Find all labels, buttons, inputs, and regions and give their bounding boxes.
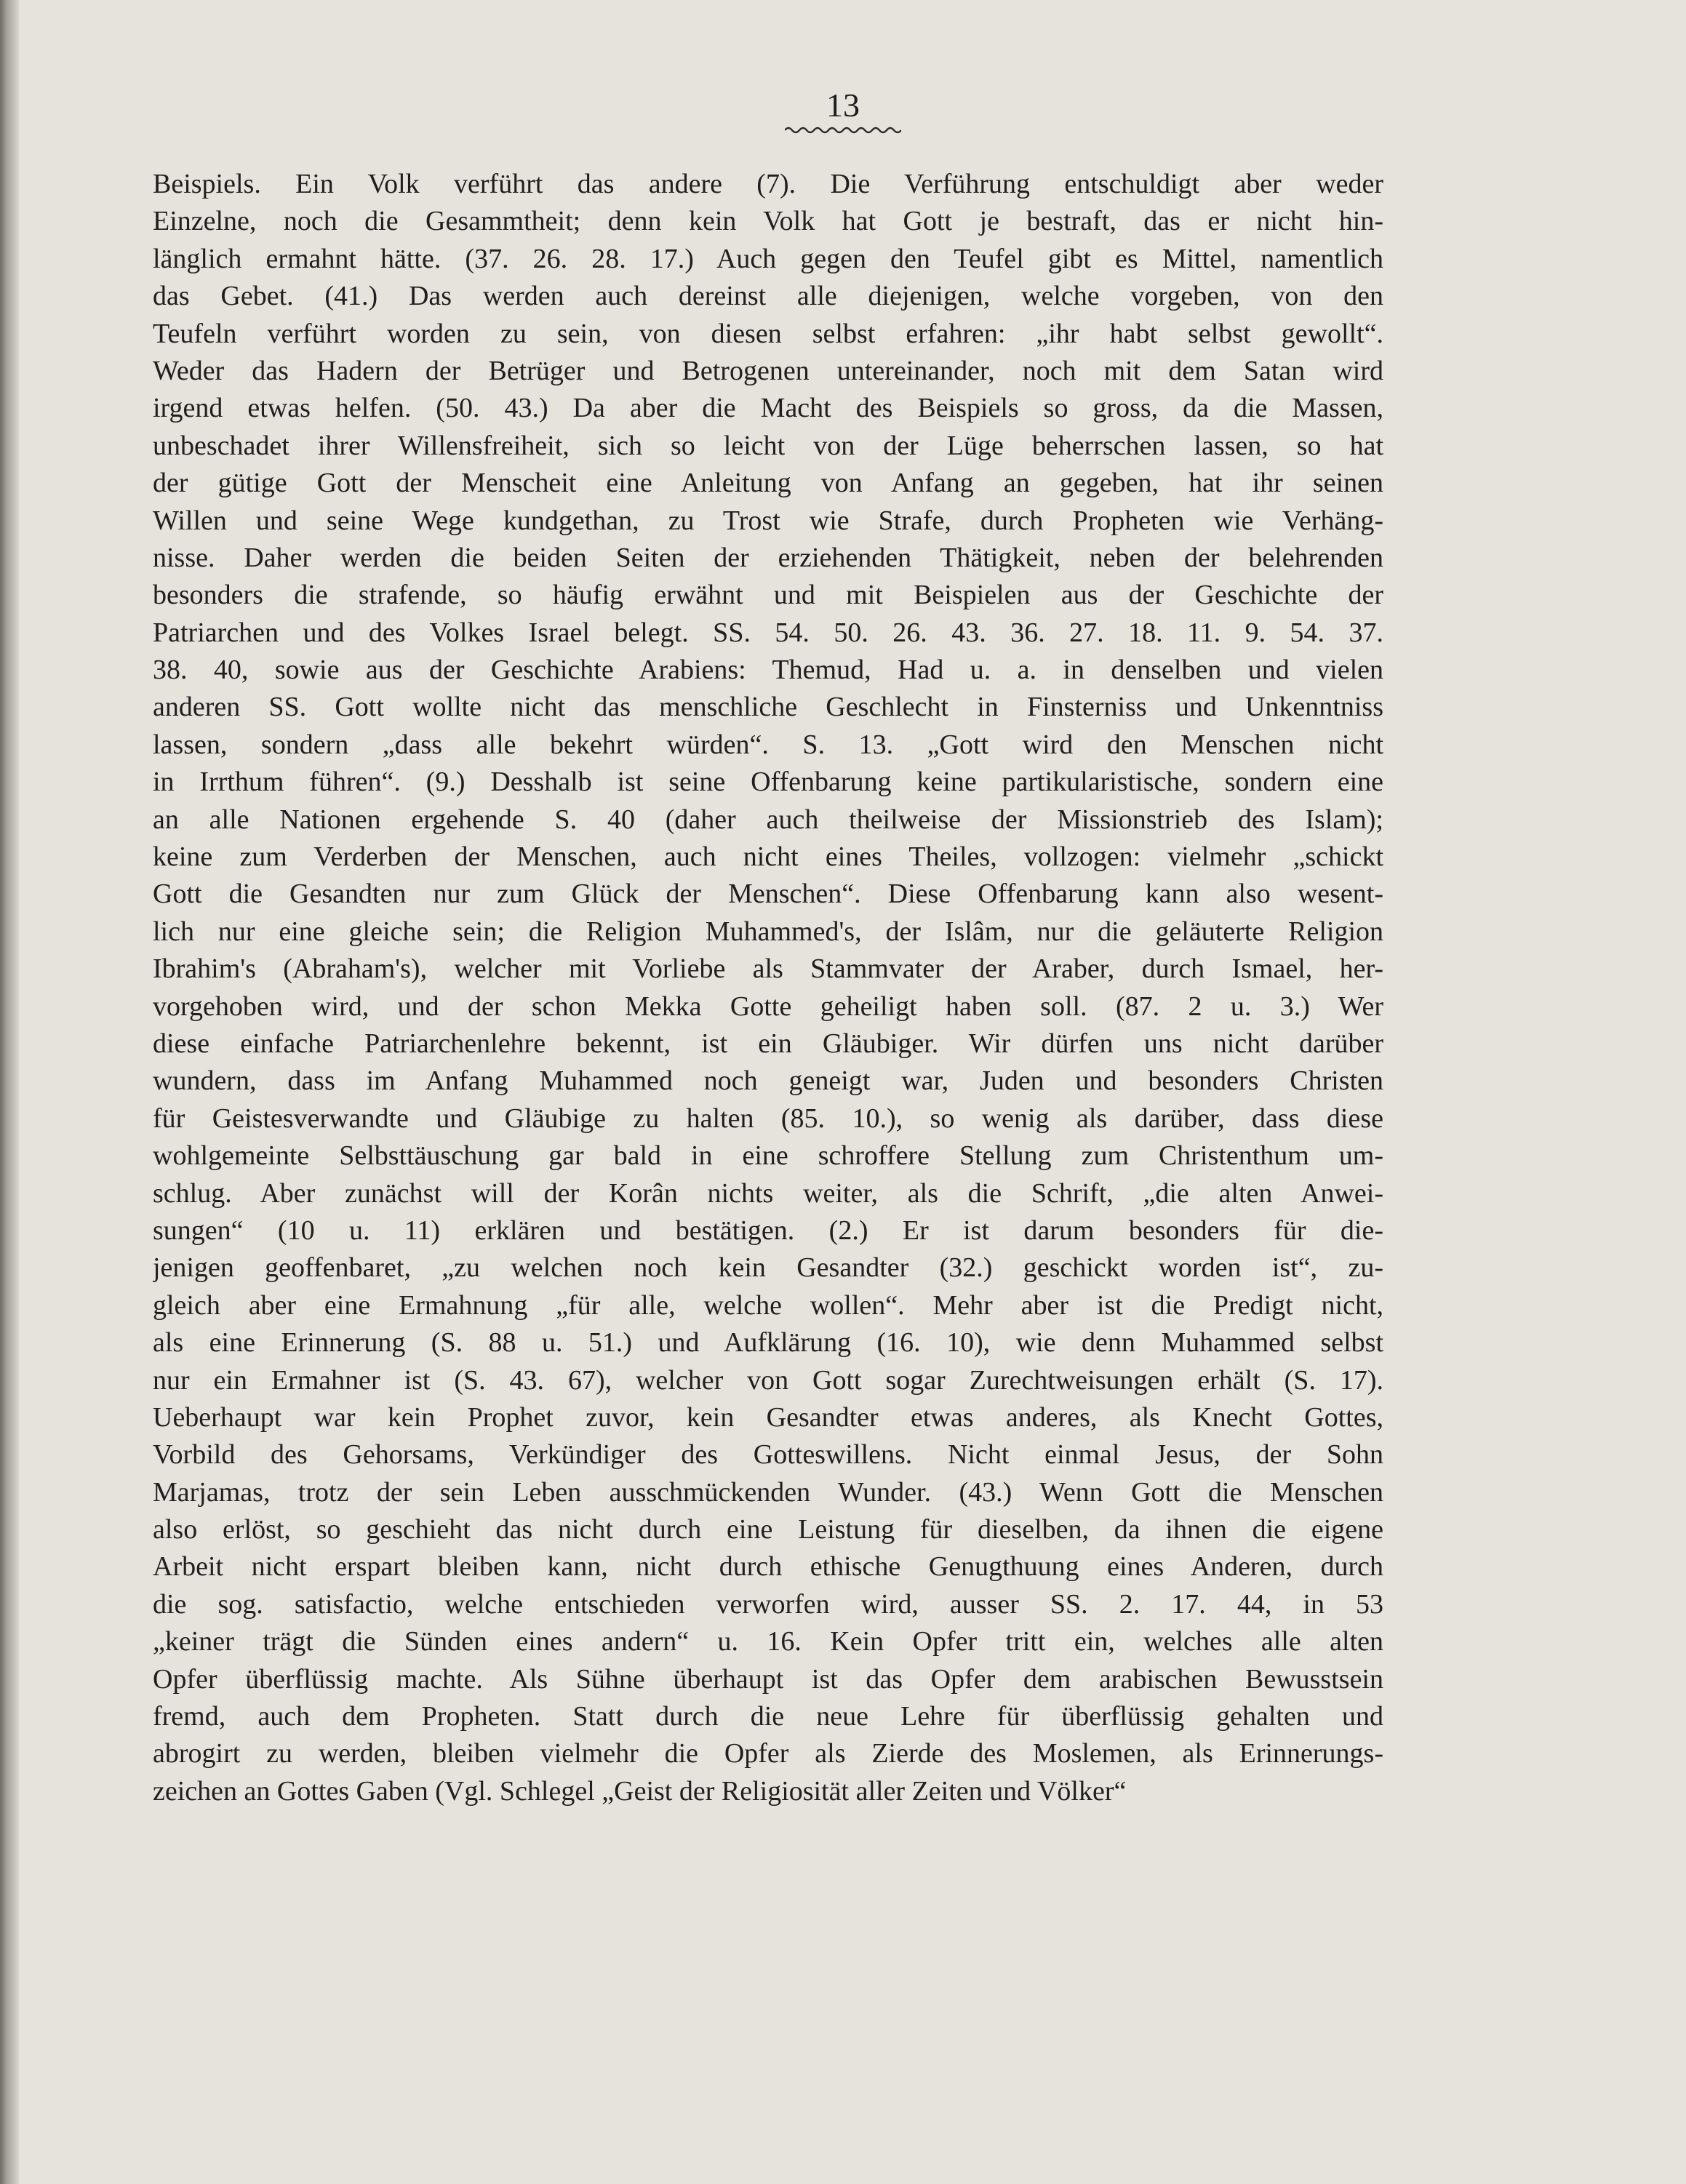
text-line: unbeschadet ihrer Willensfreiheit, sich so leicht von der Lüge beherrschen lassen, so hat bbox=[153, 430, 1383, 461]
text-line: in Irrthum führen“. (9.) Desshalb ist seine Offenbarung keine partikularistische, sondern eine bbox=[153, 767, 1383, 798]
page-number: 13 bbox=[826, 87, 860, 124]
text-line: jenigen geoffenbaret, „zu welchen noch kein Gesandter (32.) geschickt worden ist“, zu- bbox=[153, 1252, 1383, 1284]
text-line: anderen SS. Gott wollte nicht das menschliche Geschlecht in Finsterniss und Unkenntniss bbox=[153, 692, 1383, 723]
text-line: Willen und seine Wege kundgethan, zu Trost wie Strafe, durch Propheten wie Verhäng- bbox=[153, 505, 1383, 536]
text-line: schlug. Aber zunächst will der Korân nichts weiter, als die Schrift, „die alten Anwei- bbox=[153, 1177, 1383, 1209]
text-line: besonders die strafende, so häufig erwähnt und mit Beispielen aus der Geschichte der bbox=[153, 580, 1383, 611]
text-line: „keiner trägt die Sünden eines andern“ u. 16. Kein Opfer tritt ein, welches alle alten bbox=[153, 1626, 1383, 1657]
text-line: der gütige Gott der Menscheit eine Anleitung von Anfang an gegeben, hat ihr seinen bbox=[153, 468, 1383, 499]
text-line: Patriarchen und des Volkes Israel belegt. SS. 54. 50. 26. 43. 36. 27. 18. 11. 9. 54. 37. bbox=[153, 617, 1383, 648]
text-line: vorgehoben wird, und der schon Mekka Gotte geheiligt haben soll. (87. 2 u. 3.) Wer bbox=[153, 991, 1383, 1022]
text-line: Gott die Gesandten nur zum Glück der Menschen“. Diese Offenbarung kann also wesent- bbox=[153, 879, 1383, 910]
text-line: länglich ermahnt hätte. (37. 26. 28. 17.) Auch gegen den Teufel gibt es Mittel, namentlich bbox=[153, 243, 1383, 274]
text-line: 38. 40, sowie aus der Geschichte Arabiens: Themud, Had u. a. in denselben und vielen bbox=[153, 655, 1383, 686]
text-line: keine zum Verderben der Menschen, auch nicht eines Theiles, vollzogen: vielmehr „schickt bbox=[153, 841, 1383, 873]
text-line: fremd, auch dem Propheten. Statt durch die neue Lehre für überflüssig gehalten und bbox=[153, 1701, 1383, 1732]
text-line: gleich aber eine Ermahnung „für alle, welche wollen“. Mehr aber ist die Predigt nicht, bbox=[153, 1289, 1383, 1321]
text-line: Marjamas, trotz der sein Leben ausschmückenden Wunder. (43.) Wenn Gott die Menschen bbox=[153, 1476, 1383, 1508]
text-line: lich nur eine gleiche sein; die Religion Muhammed's, der Islâm, nur die geläuterte Religion bbox=[153, 916, 1383, 947]
text-line: an alle Nationen ergehende S. 40 (daher auch theilweise der Missionstrieb des Islam); bbox=[153, 804, 1383, 835]
text-line: nisse. Daher werden die beiden Seiten der erziehenden Thätigkeit, neben der belehrenden bbox=[153, 542, 1383, 573]
text-line: die sog. satisfactio, welche entschieden verworfen wird, ausser SS. 2. 17. 44, in 53 bbox=[153, 1588, 1383, 1620]
body-text bbox=[153, 166, 1383, 1810]
text-line: Vorbild des Gehorsams, Verkündiger des Gotteswillens. Nicht einmal Jesus, der Sohn bbox=[153, 1439, 1383, 1471]
text-line: als eine Erinnerung (S. 88 u. 51.) und Aufklärung (16. 10), wie denn Muhammed selbst bbox=[153, 1327, 1383, 1359]
text-line: Einzelne, noch die Gesammtheit; denn kein Volk hat Gott je bestraft, das er nicht hin- bbox=[153, 206, 1383, 237]
text-line: diese einfache Patriarchenlehre bekennt, ist ein Gläubiger. Wir dürfen uns nicht darüber bbox=[153, 1028, 1383, 1059]
text-line: lassen, sondern „dass alle bekehrt würden“. S. 13. „Gott wird den Menschen nicht bbox=[153, 729, 1383, 760]
page-binding-edge bbox=[0, 0, 19, 2184]
text-line: Arbeit nicht erspart bleiben kann, nicht durch ethische Genugthuung eines Anderen, durch bbox=[153, 1551, 1383, 1583]
text-line: nur ein Ermahner ist (S. 43. 67), welcher von Gott sogar Zurechtweisungen erhält (S. 17). bbox=[153, 1364, 1383, 1396]
text-line: sungen“ (10 u. 11) erklären und bestätigen. (2.) Er ist darum besonders für die- bbox=[153, 1215, 1383, 1246]
text-line: Teufeln verführt worden zu sein, von diesen selbst erfahren: „ihr habt selbst gewollt“. bbox=[153, 318, 1383, 349]
text-line: Ueberhaupt war kein Prophet zuvor, kein Gesandter etwas anderes, als Knecht Gottes, bbox=[153, 1401, 1383, 1433]
wavy-rule-ornament bbox=[785, 125, 901, 135]
text-line: wundern, dass im Anfang Muhammed noch geneigt war, Juden und besonders Christen bbox=[153, 1065, 1383, 1097]
text-line: zeichen an Gottes Gaben (Vgl. Schlegel „Geist der Religiosität aller Zeiten und Völker“ bbox=[153, 1775, 1127, 1807]
text-line: Beispiels. Ein Volk verführt das andere (7). Die Verführung entschuldigt aber weder bbox=[153, 169, 1383, 199]
text-line: das Gebet. (41.) Das werden auch dereinst alle diejenigen, welche vorgeben, von den bbox=[153, 281, 1383, 312]
text-line: Ibrahim's (Abraham's), welcher mit Vorliebe als Stammvater der Araber, durch Ismael, her- bbox=[153, 953, 1383, 985]
text-line: also erlöst, so geschieht das nicht durch eine Leistung für dieselben, da ihnen die eigene bbox=[153, 1514, 1383, 1545]
text-line: abrogirt zu werden, bleiben vielmehr die Opfer als Zierde des Moslemen, als Erinnerungs- bbox=[153, 1738, 1383, 1769]
text-line: wohlgemeinte Selbsttäuschung gar bald in eine schroffere Stellung zum Christenthum um- bbox=[153, 1140, 1383, 1172]
text-line: Opfer überflüssig machte. Als Sühne überhaupt ist das Opfer dem arabischen Bewusstsein bbox=[153, 1663, 1383, 1695]
text-line: für Geistesverwandte und Gläubige zu halten (85. 10.), so wenig als darüber, dass diese bbox=[153, 1103, 1383, 1134]
text-line: irgend etwas helfen. (50. 43.) Da aber die Macht des Beispiels so gross, da die Massen, bbox=[153, 393, 1383, 424]
text-line: Weder das Hadern der Betrüger und Betrogenen untereinander, noch mit dem Satan wird bbox=[153, 355, 1383, 386]
